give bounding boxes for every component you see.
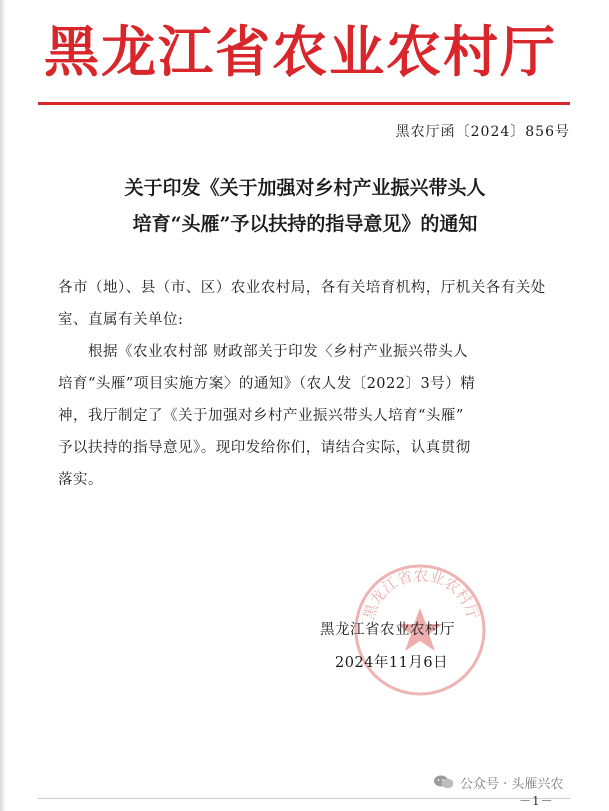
body-line-1: 根据《农业农村部 财政部关于印发〈乡村产业振兴带头人	[58, 344, 469, 360]
document-title-line-2: 培育“头雁”予以扶持的指导意见》的通知	[132, 213, 478, 235]
body-line-5: 落实。	[58, 472, 103, 488]
body-line-2: 培育“头雁”项目实施方案〉的通知》（农人发〔2022〕3号）精	[58, 376, 476, 392]
svg-text:黑龙江省农业农村厅: 黑龙江省农业农村厅	[359, 566, 483, 622]
document-number: 黑农厅函〔2024〕856号	[395, 124, 570, 140]
page-number: －1－	[519, 794, 554, 808]
page-edge	[0, 0, 6, 811]
document-title	[40, 170, 570, 242]
issuing-organization: 黑龙江省农业农村厅	[320, 622, 455, 638]
wechat-icon	[433, 774, 455, 790]
letterhead-red-rule	[38, 102, 570, 105]
body-paragraph	[58, 336, 570, 496]
letterhead-title: 黑龙江省农业农村厅	[44, 19, 558, 84]
footer-divider	[38, 798, 570, 799]
salutation: 各市（地）、县（市、区）农业农村局，各有关培育机构，厅机关各有关处室、直属有关单位:	[58, 280, 546, 328]
document-title-line-1: 关于印发《关于加强对乡村产业振兴带头人	[124, 177, 486, 199]
issue-date: 2024年11月6日	[335, 655, 449, 671]
body-line-3: 神，我厅制定了《关于加强对乡村产业振兴带头人培育“头雁”	[58, 408, 464, 424]
body-line-4: 予以扶持的指导意见》。现印发给你们，请结合实际，认真贯彻	[58, 440, 471, 456]
wechat-watermark	[433, 770, 563, 794]
watermark-text: 公众号 · 头雁兴农	[460, 776, 564, 792]
